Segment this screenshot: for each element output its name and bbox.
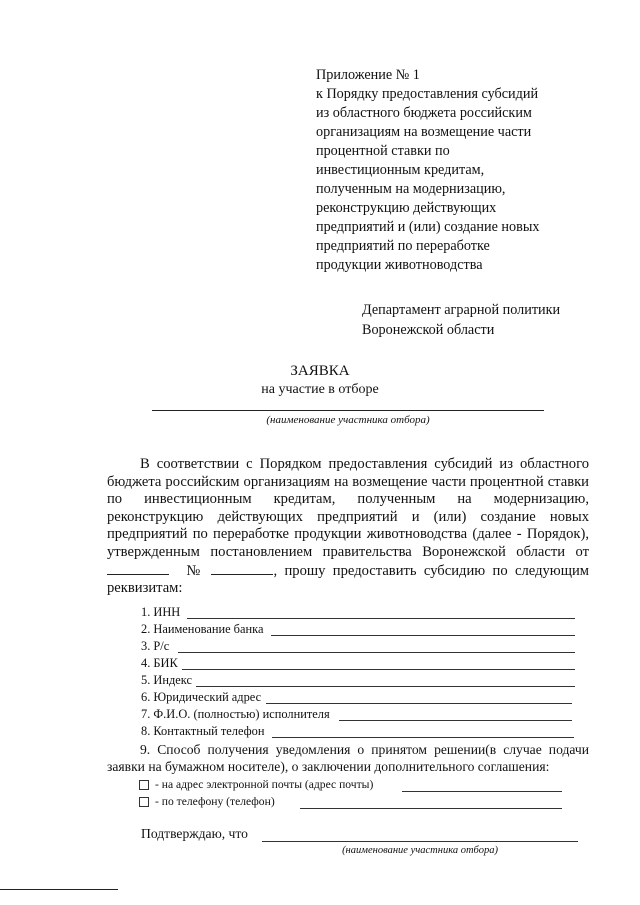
application-subtitle: на участие в отборе [261, 382, 379, 397]
confirmation-caption: (наименование участника отбора) [342, 845, 498, 856]
notify-email-option[interactable] [139, 778, 373, 791]
participant-name-line[interactable] [152, 410, 544, 411]
annex-line: Приложение № 1 [316, 67, 420, 83]
paragraph-text: В соответствии с Порядком предоставления субсидий из областного бюджета российским организациям на возмещение части процентной ставки по инвестиционным кредитам, полученным на модернизацию, реконструкцию действующих предприятий и (или) создание новых предприятий по переработке продукции животноводства (далее - Порядок), утвержденным постановлением правительства Воронежской области от [107, 456, 589, 560]
notify-phone-label: - по телефону (телефон) [155, 795, 275, 808]
requisite-line[interactable] [272, 737, 574, 738]
addressee [362, 300, 560, 340]
requisite-line[interactable] [182, 669, 575, 670]
number-sign: № [186, 562, 205, 579]
requisite-line[interactable] [196, 686, 575, 687]
requisite-label: 6. Юридический адрес [141, 690, 262, 704]
annex-line: предприятий и (или) создание новых [316, 219, 540, 235]
annex-line: продукции животноводства [316, 257, 483, 273]
confirmation-label: Подтверждаю, что [141, 826, 248, 841]
requisite-line[interactable] [266, 703, 572, 704]
checkbox-icon[interactable] [139, 780, 149, 790]
requisite-label: 4. БИК [141, 656, 178, 670]
requisite-label: 7. Ф.И.О. (полностью) исполнителя [141, 707, 330, 721]
requisite-line[interactable] [271, 635, 575, 636]
application-title: ЗАЯВКА [290, 363, 350, 379]
annex-line: к Порядку предоставления субсидий [316, 86, 539, 102]
main-paragraph [107, 456, 589, 598]
notify-phone-option[interactable] [139, 795, 275, 808]
annex-line: инвестиционным кредитам, [316, 162, 485, 178]
requisite-label: 2. Наименование банка [141, 622, 264, 636]
annex-line: полученным на модернизацию, [316, 181, 506, 197]
footnote-divider [0, 889, 118, 890]
notification-text: 9. Способ получения уведомления о принятом решении(в случае подачи заявки на бумажном носителе), о заключении дополнительного соглашения: [107, 742, 589, 774]
number-blank[interactable] [211, 562, 273, 575]
annex-header [316, 66, 616, 275]
requisite-label: 8. Контактный телефон [141, 724, 265, 738]
checkbox-icon[interactable] [139, 797, 149, 807]
requisite-label: 3. Р/с [141, 639, 170, 653]
requisite-label: 5. Индекс [141, 673, 192, 687]
notification-paragraph [107, 741, 589, 775]
department-name: Департамент аграрной политики [362, 302, 561, 318]
phone-line[interactable] [300, 808, 562, 809]
confirmation-line[interactable] [262, 841, 578, 842]
annex-line: реконструкцию действующих [316, 200, 497, 216]
paragraph-text-end: , прошу предоставить субсидию по следующим реквизитам: [107, 562, 589, 597]
requisite-line[interactable] [339, 720, 572, 721]
notify-email-label: - на адрес электронной почты (адрес почты) [155, 778, 374, 791]
annex-line: предприятий по переработке [316, 238, 490, 254]
requisite-line[interactable] [187, 618, 575, 619]
annex-line: из областного бюджета российским [316, 105, 532, 121]
participant-caption: (наименование участника отбора) [266, 414, 430, 426]
date-blank[interactable] [107, 562, 169, 575]
requisite-line[interactable] [178, 652, 575, 653]
requisite-label: 1. ИНН [141, 605, 181, 619]
annex-line: процентной ставки по [316, 143, 450, 159]
department-region: Воронежской области [362, 322, 495, 338]
email-line[interactable] [402, 791, 562, 792]
annex-line: организациям на возмещение части [316, 124, 532, 140]
